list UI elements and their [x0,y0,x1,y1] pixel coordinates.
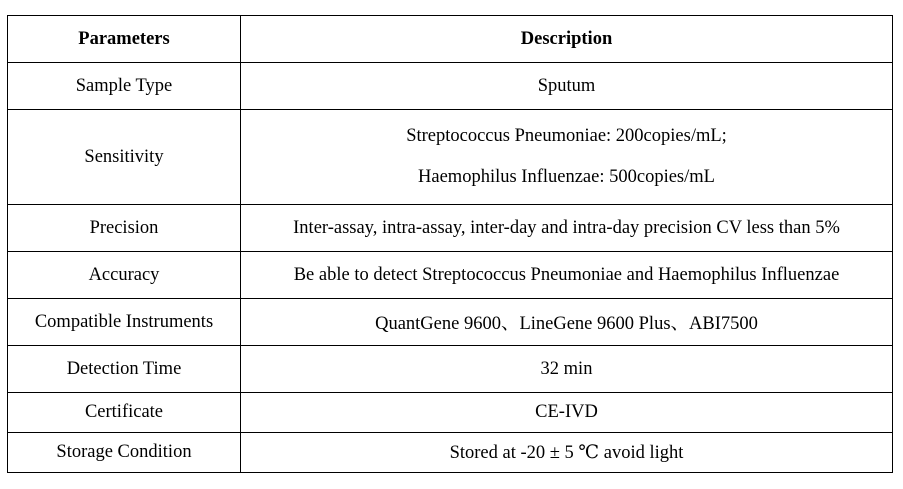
param-sensitivity: Sensitivity [8,110,241,205]
table-header-row [8,16,893,63]
header-description: Description [241,16,893,63]
parameters-table [7,15,893,473]
desc-sensitivity-line-2: Haemophilus Influenzae: 500copies/mL [418,167,715,187]
table-row [8,346,893,393]
desc-compatible-instruments: QuantGene 9600、LineGene 9600 Plus、ABI7500 [241,299,893,346]
table-row [8,433,893,473]
desc-sensitivity-line-1: Streptococcus Pneumoniae: 200copies/mL; [406,126,727,146]
table-row [8,299,893,346]
table-row [8,63,893,110]
desc-detection-time: 32 min [241,346,893,393]
table-row [8,110,893,205]
table-row [8,252,893,299]
line-gap [247,147,886,167]
param-precision: Precision [8,205,241,252]
desc-certificate: CE-IVD [241,393,893,433]
param-sample-type: Sample Type [8,63,241,110]
desc-precision: Inter-assay, intra-assay, inter-day and intra-day precision CV less than 5% [241,205,893,252]
param-detection-time: Detection Time [8,346,241,393]
desc-accuracy: Be able to detect Streptococcus Pneumoniae and Haemophilus Influenzae [241,252,893,299]
table-row [8,205,893,252]
desc-sample-type: Sputum [241,63,893,110]
param-storage-condition: Storage Condition [8,433,241,473]
table-row [8,393,893,433]
desc-storage-condition: Stored at -20 ± 5 ℃ avoid light [241,433,893,473]
header-parameters: Parameters [8,16,241,63]
desc-sensitivity [241,110,893,205]
param-accuracy: Accuracy [8,252,241,299]
param-certificate: Certificate [8,393,241,433]
param-compatible-instruments: Compatible Instruments [8,299,241,346]
